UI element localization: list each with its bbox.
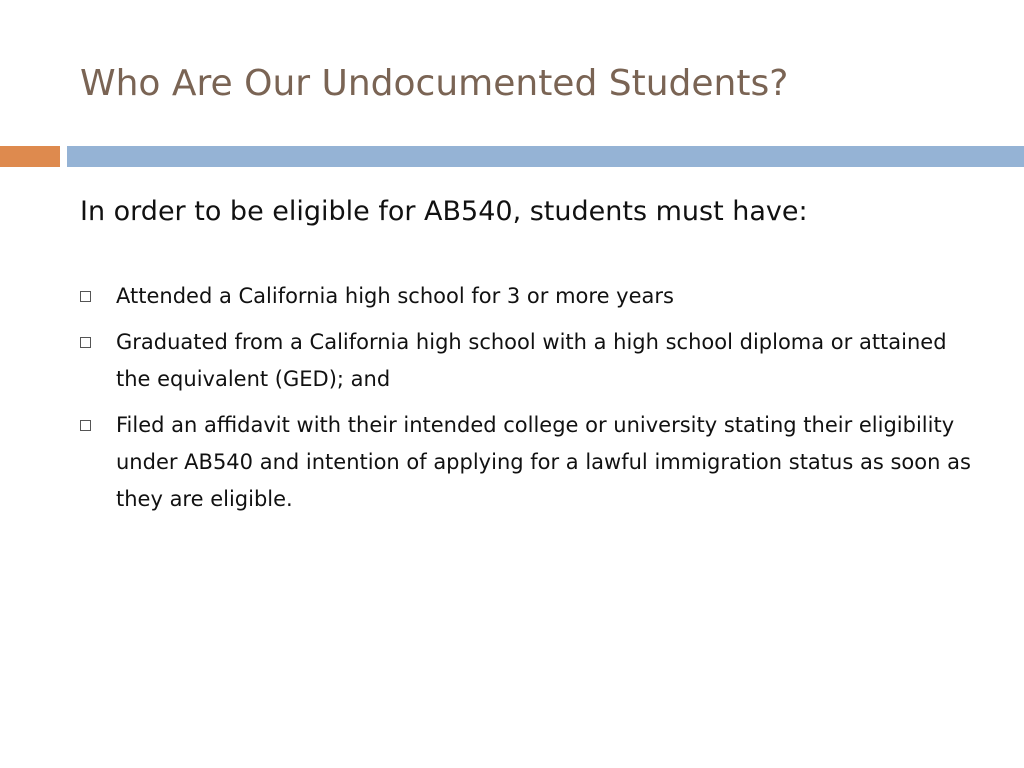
list-item (80, 407, 980, 518)
title-divider-bar (67, 146, 1024, 167)
bullet-text: Filed an affidavit with their intended college or university stating their eligibility under AB540 and intention of applying for a lawful immigration status as soon as they are eligible. (116, 413, 971, 511)
square-bullet-icon (80, 420, 91, 431)
bullet-list (80, 278, 980, 527)
square-bullet-icon (80, 291, 91, 302)
bullet-text: Graduated from a California high school with a high school diploma or attained the equivalent (GED); and (116, 330, 947, 391)
list-item (80, 278, 980, 315)
title-accent-bar (0, 146, 60, 167)
list-item (80, 324, 980, 398)
slide-title: Who Are Our Undocumented Students? (80, 63, 789, 104)
square-bullet-icon (80, 337, 91, 348)
intro-text: In order to be eligible for AB540, students must have: (80, 196, 808, 227)
bullet-text: Attended a California high school for 3 or more years (116, 284, 674, 308)
